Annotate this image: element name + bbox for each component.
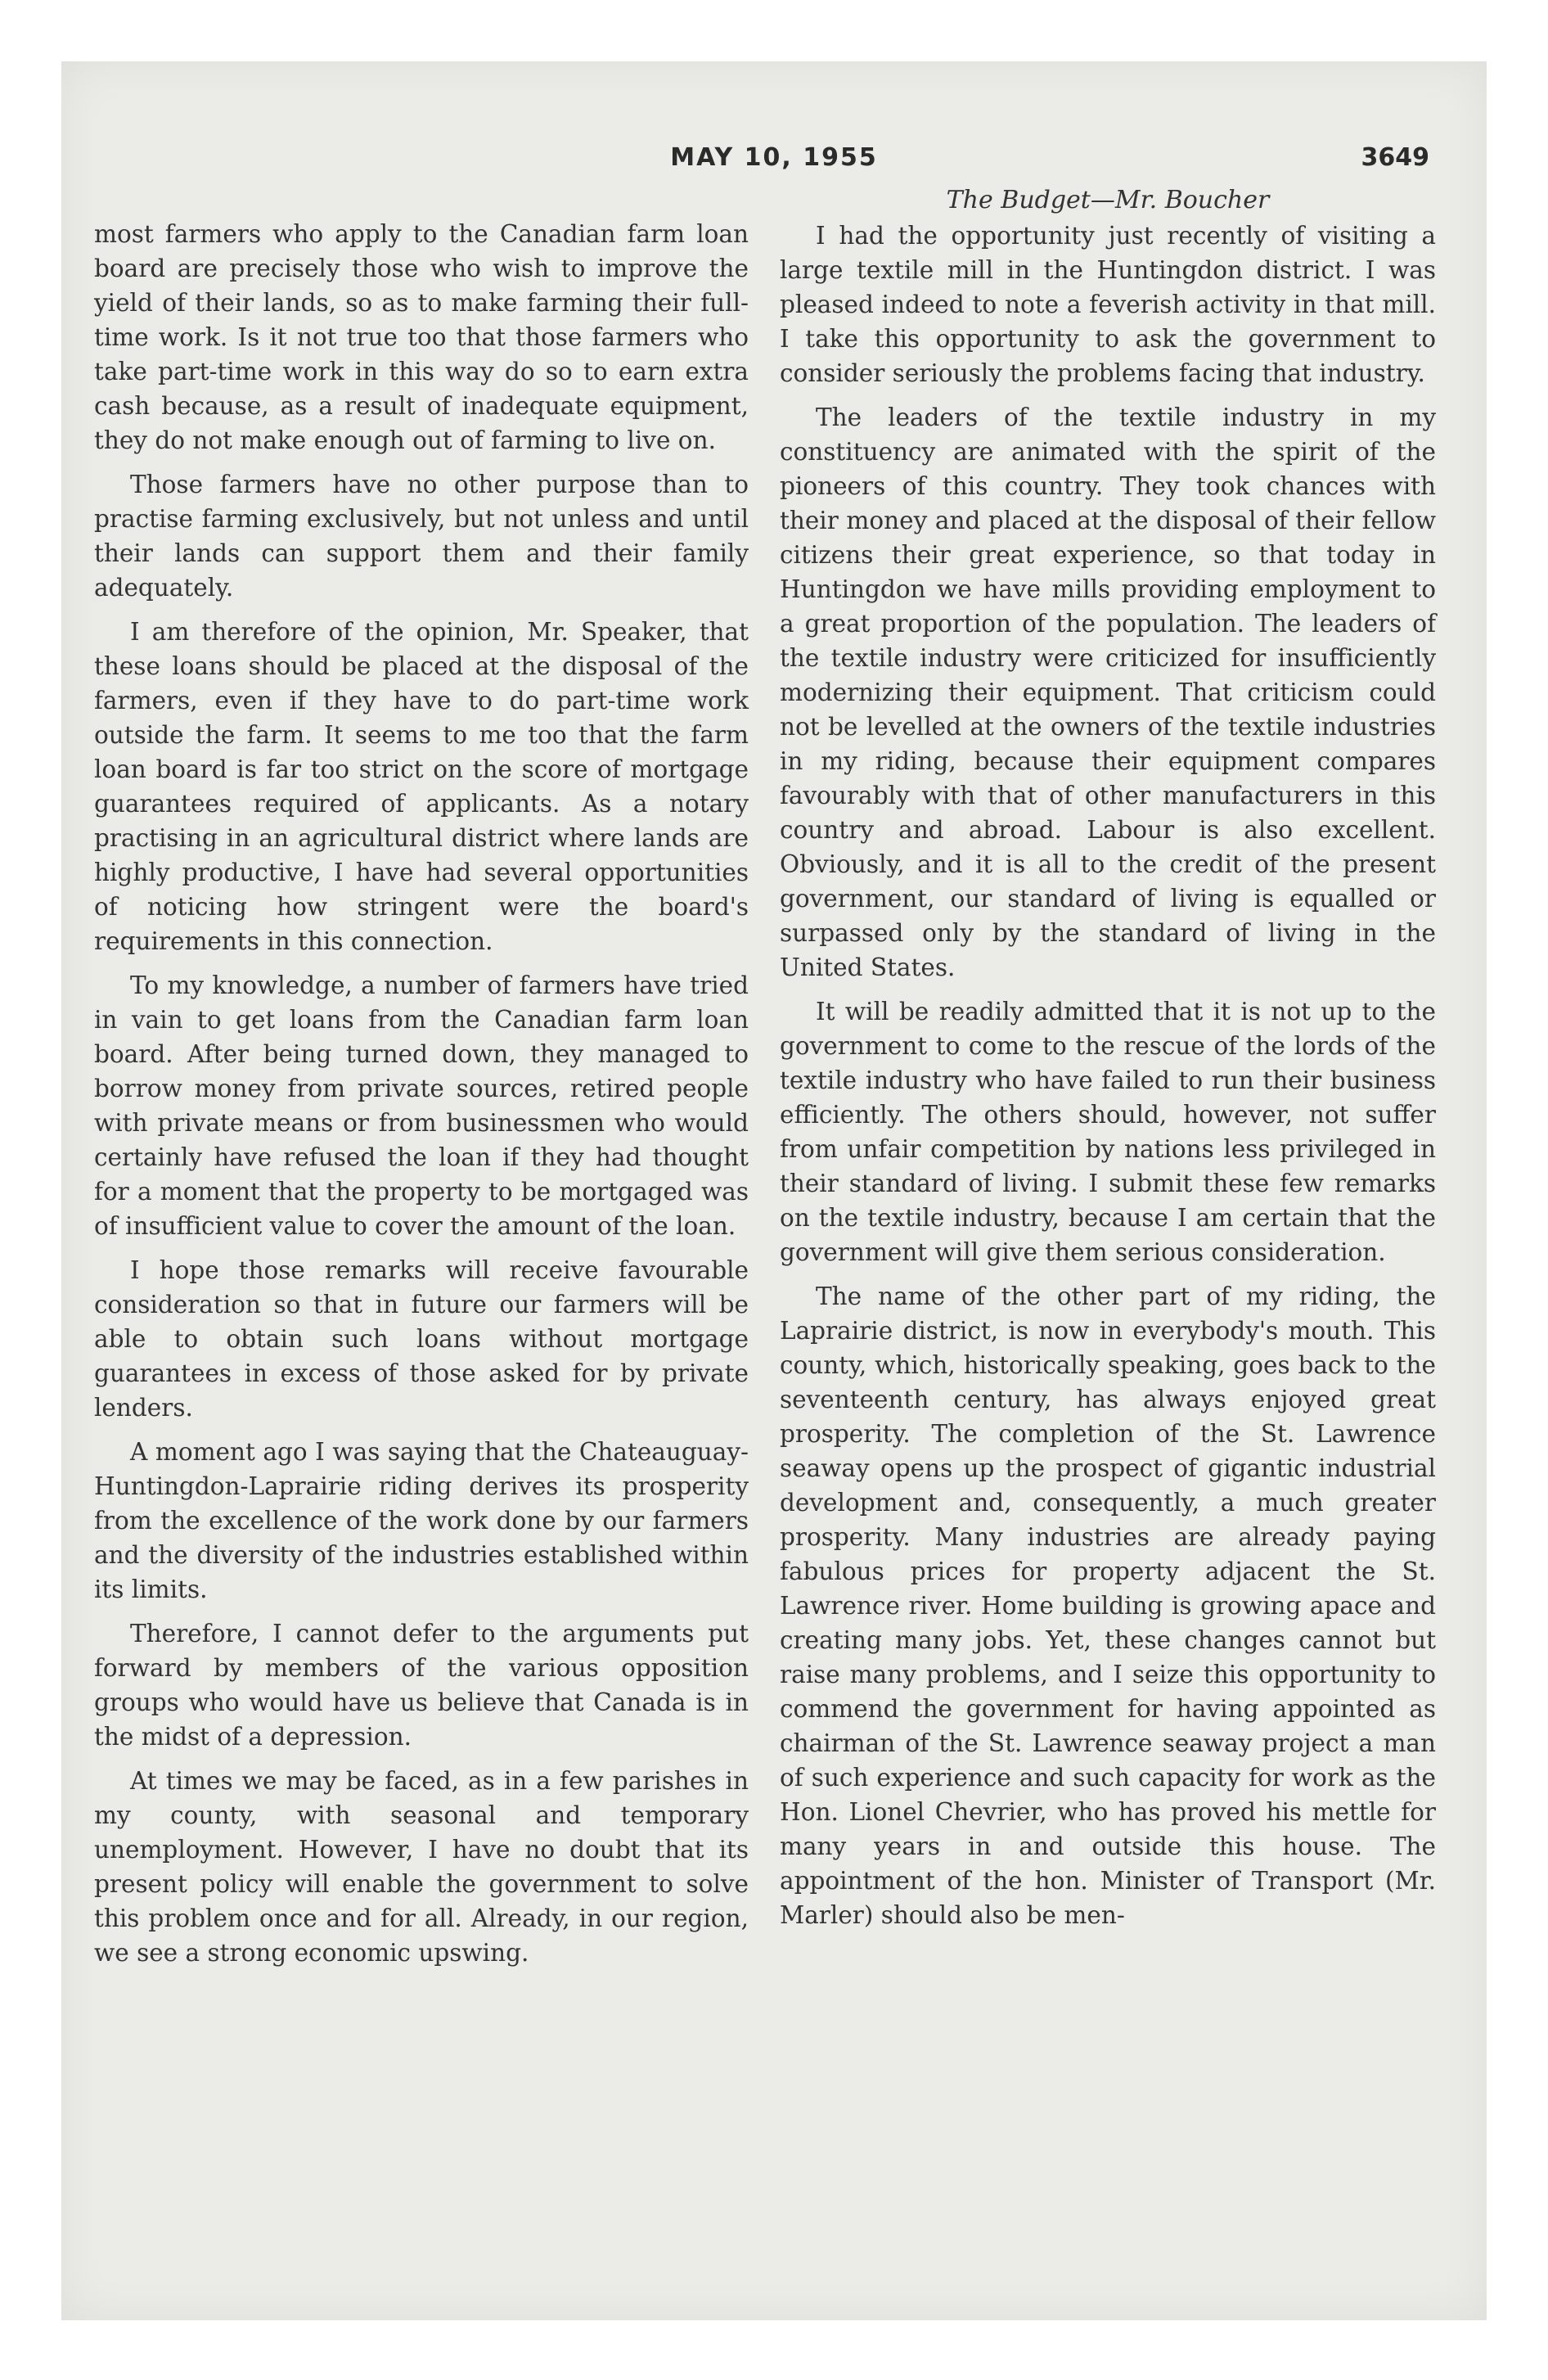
paragraph: The leaders of the textile industry in my constituency are animated with the spirit of the pioneers of this country. They took chances with their money and placed at the disposal of their fellow citizens their great experience, so that today in Huntingdon we have mills providing employment to a great proportion of the population. The leaders of the textile industry were criticized for insufficiently modernizing their equipment. That criticism could not be levelled at the owners of the textile industries in my riding, because their equipment compares favourably with that of other manufacturers in this country and abroad. Labour is also excellent. Obviously, and it is all to the credit of the present government, our standard of living is equalled or surpassed only by the standard of living in the United States.: [780, 403, 1436, 981]
paragraph: At times we may be faced, as in a few parishes in my county, with seasonal and temporary unemployment. However, I have no doubt that its present policy will enable the government to solve this problem once and for all. Already, in our region, we see a strong economic upswing.: [94, 1767, 749, 1967]
right-column: [780, 183, 1436, 1942]
paragraph: I am therefore of the opinion, Mr. Speaker, that these loans should be placed at the disposal of the farmers, even if they have to do part-time work outside the farm. It seems to me too that the farm loan board is far too strict on the score of mortgage guarantees required of applicants. As a notary practising in an agricultural district where lands are highly productive, I have had several opportunities of noticing how stringent were the board's requirements in this connection.: [94, 618, 749, 955]
paragraph: The name of the other part of my riding, the Laprairie district, is now in everybody's mouth. This county, which, historically speaking, goes back to the seventeenth century, has always enjoyed great prosperity. The completion of the St. Lawrence seaway opens up the prospect of gigantic industrial development and, consequently, a much greater prosperity. Many industries are already paying fabulous prices for property adjacent the St. Lawrence river. Home building is growing apace and creating many jobs. Yet, these changes cannot but raise many problems, and I seize this opportunity to commend the government for having appointed as chairman of the St. Lawrence seaway project a man of such experience and such capacity for work as the Hon. Lionel Chevrier, who has proved his mettle for many years in and outside this house. The appointment of the hon. Minister of Transport (Mr. Marler) should also be men-: [780, 1282, 1436, 1929]
paragraph: A moment ago I was saying that the Chateauguay-Huntingdon-Laprairie riding derives its prosperity from the excellence of the work done by our farmers and the diversity of the industries established within its limits.: [94, 1438, 749, 1603]
paragraph: I had the opportunity just recently of visiting a large textile mill in the Huntingdon district. I was pleased indeed to note a feverish activity in that mill. I take this opportunity to ask the government to consider seriously the problems facing that industry.: [780, 222, 1436, 387]
paragraph: most farmers who apply to the Canadian farm loan board are precisely those who wish to improve the yield of their lands, so as to make farming their full-time work. Is it not true too that those farmers who take part-time work in this way do so to earn extra cash because, as a result of inadequate equipment, they do not make enough out of farming to live on.: [94, 220, 749, 454]
running-head: The Budget—Mr. Boucher: [946, 186, 1270, 214]
header-date: MAY 10, 1955: [670, 143, 878, 172]
paragraph: Therefore, I cannot defer to the arguments put forward by members of the various opposition groups who would have us believe that Canada is in the midst of a depression.: [94, 1620, 749, 1751]
paragraph: To my knowledge, a number of farmers have tried in vain to get loans from the Canadian farm loan board. After being turned down, they managed to borrow money from private sources, retired people with private means or from businessmen who would certainly have refused the loan if they had thought for a moment that the property to be mortgaged was of insufficient value to cover the amount of the loan.: [94, 971, 749, 1240]
scanned-page: [61, 61, 1487, 2320]
paragraph: Those farmers have no other purpose than to practise farming exclusively, but not unless and until their lands can support them and their family adequately.: [94, 471, 749, 602]
page-number: 3649: [1361, 143, 1429, 172]
left-column: [94, 217, 749, 1980]
paragraph: It will be readily admitted that it is not up to the government to come to the rescue of the lords of the textile industry who have failed to run their business efficiently. The others should, however, not suffer from unfair competition by nations less privileged in their standard of living. I submit these few remarks on the textile industry, because I am certain that the government will give them serious consideration.: [780, 998, 1436, 1266]
paragraph: I hope those remarks will receive favourable consideration so that in future our farmers will be able to obtain such loans without mortgage guarantees in excess of those asked for by private lenders.: [94, 1256, 749, 1422]
